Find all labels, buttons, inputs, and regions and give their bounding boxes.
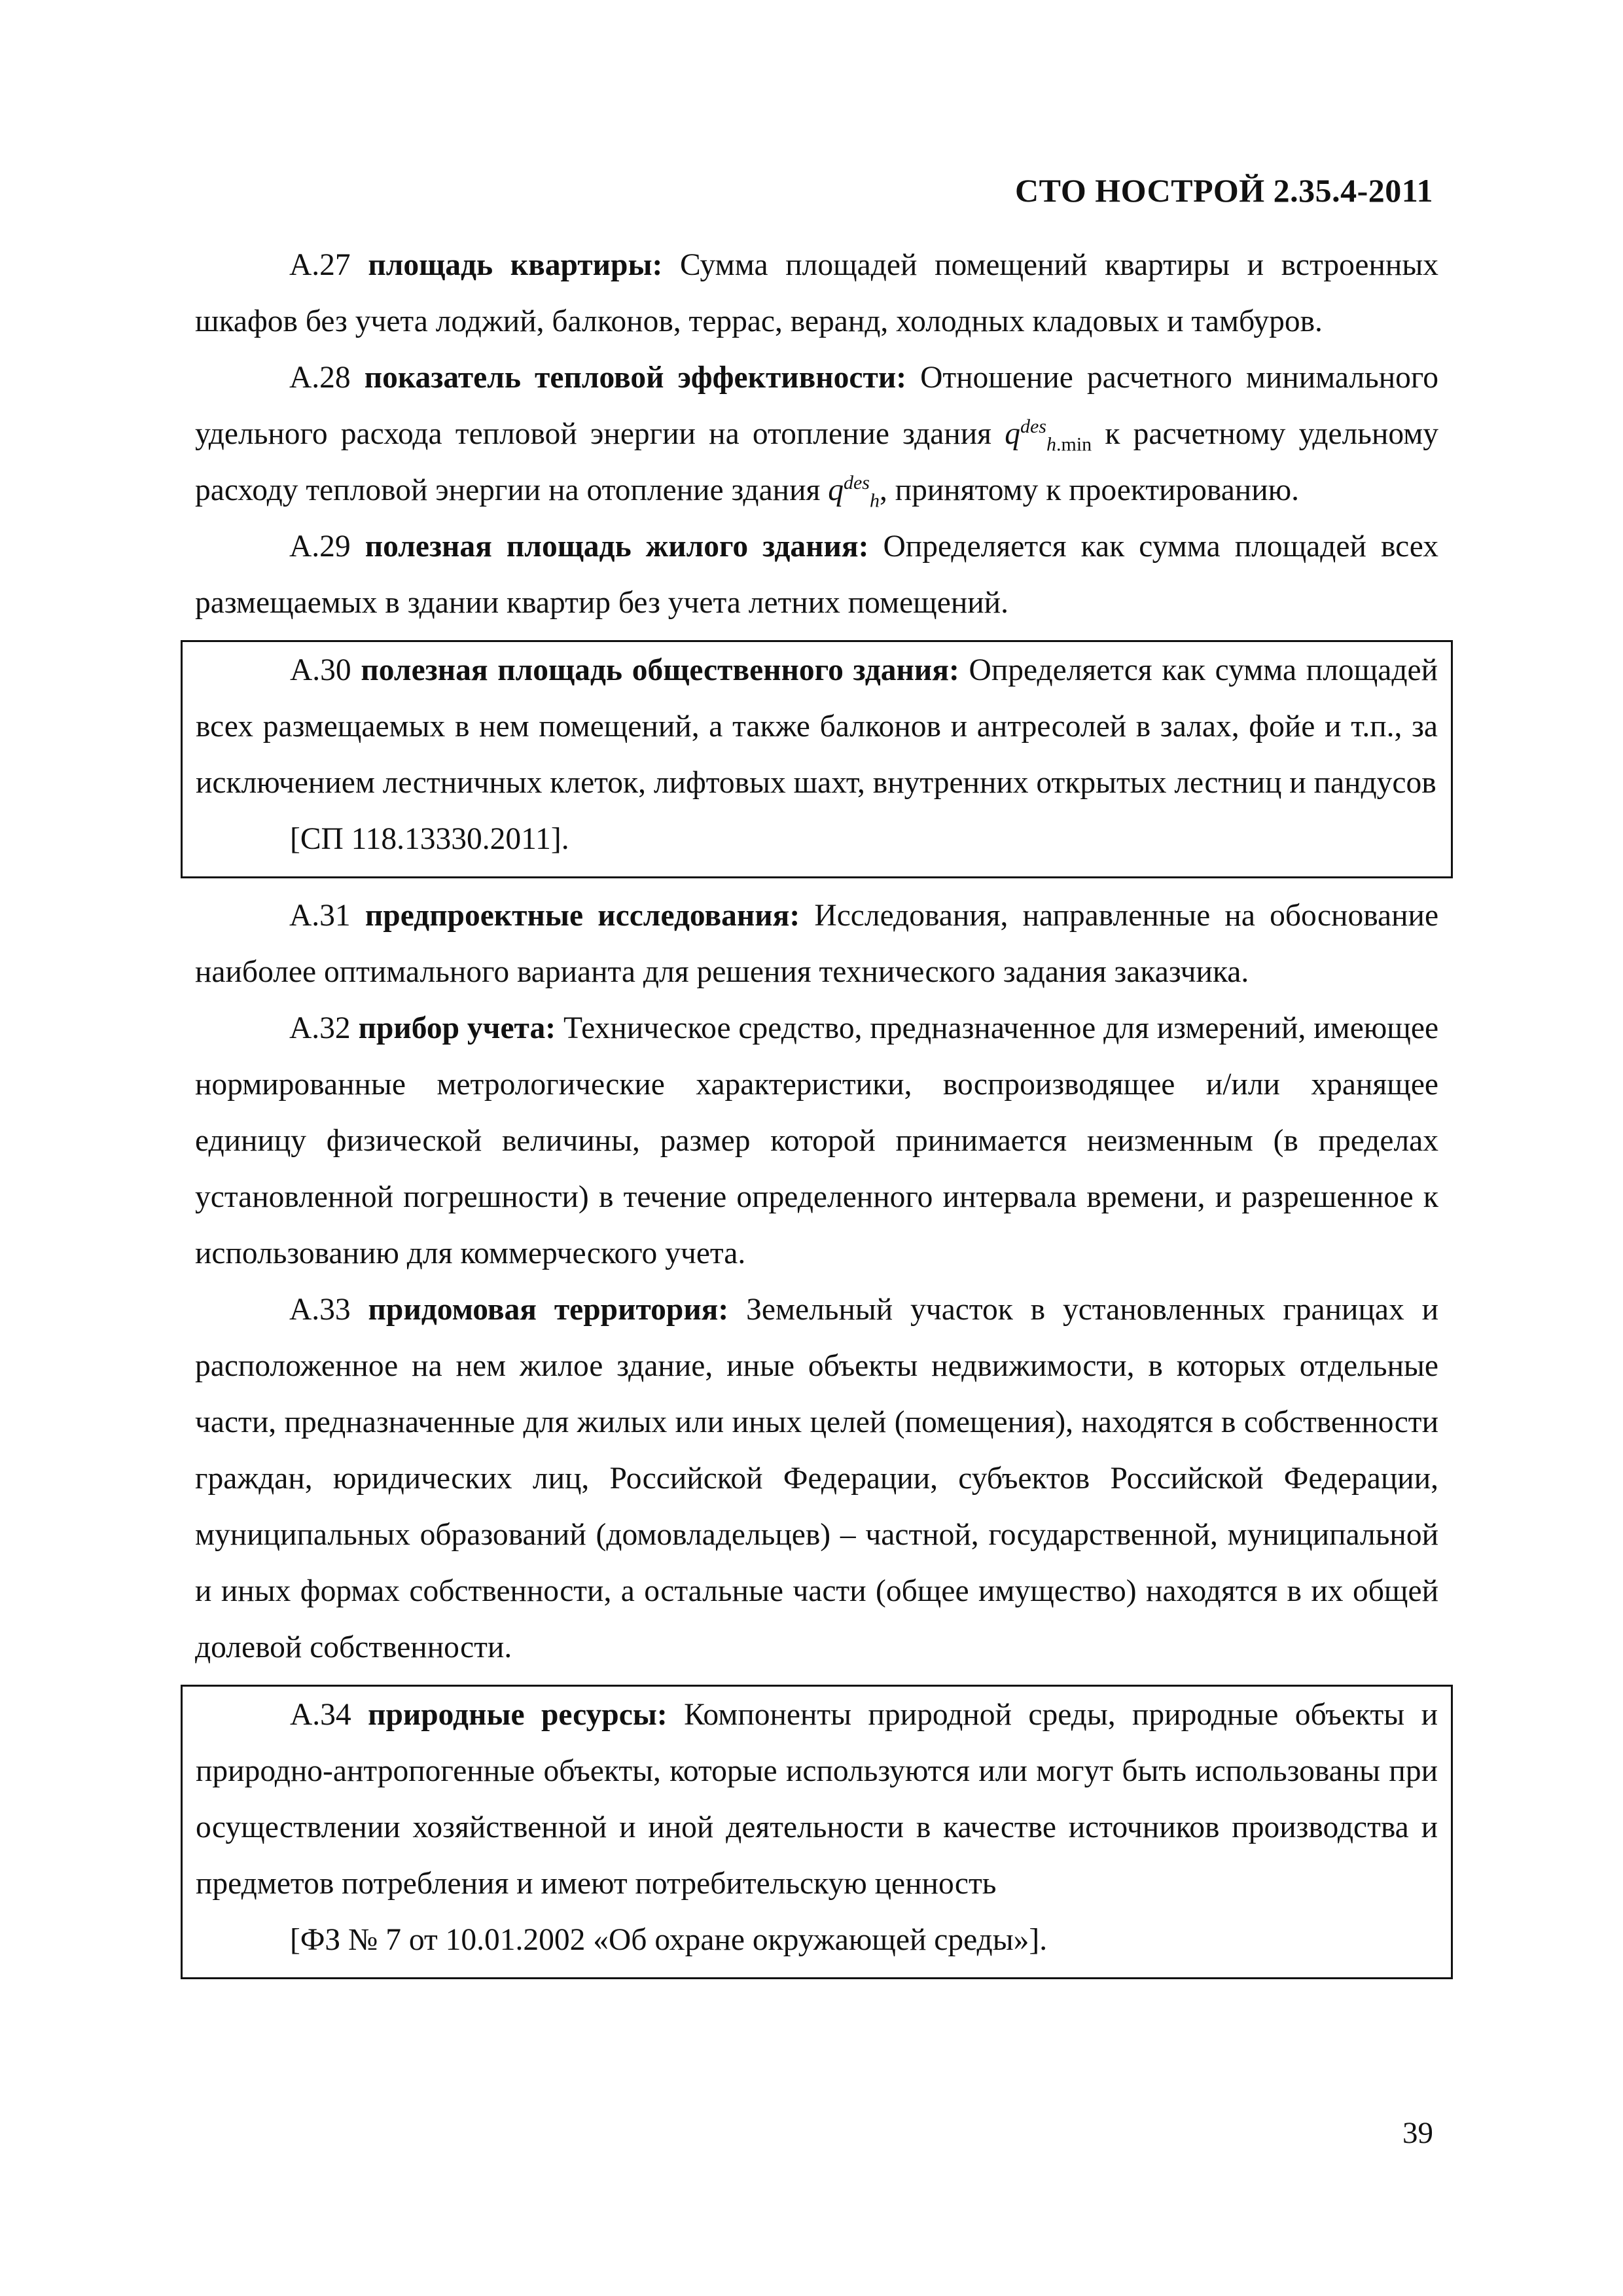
definition-text: Исследования, направленные на обоснование наиболее оптимального варианта для решения технического задания заказчика. [195,899,1439,989]
standard-code-header: СТО НОСТРОЙ 2.35.4-2011 [1015,172,1433,209]
definition-reference: [СП 118.13330.2011]. [290,822,569,856]
page-number: 39 [1402,2116,1433,2150]
definition-a32 [195,1000,1438,1282]
definition-text: Компоненты природной среды, природные объекты и природно-антропогенные объекты, которые используются или могут быть использованы при осуществлении хозяйственной и иной деятельности в качестве источников производства и предметов потребления и имеют потребительскую ценность [196,1698,1438,1901]
definitions-list [195,237,1438,1979]
definition-text: , принятому к проектированию. [879,473,1299,507]
definition-number: А.34 [290,1698,351,1732]
definition-term: прибор учета: [358,1011,556,1045]
definition-number: А.27 [289,248,351,282]
definition-text: к расчетному удельному расходу тепловой энергии на отопление здания [195,417,1439,507]
definition-number: А.31 [289,899,351,933]
definition-text: Определяется как сумма площадей всех размещаемых в здании квартир без учета летних помещений. [195,529,1439,620]
definition-a31 [195,888,1438,1000]
definition-term: полезная площадь жилого здания: [365,529,869,564]
definition-a28 [195,350,1438,518]
boxed-definition-a30 [181,640,1453,878]
definition-text: Земельный участок в установленных границах и расположенное на нем жилое здание, иные объекты недвижимости, в которых отдельные части, предназначенные для жилых или иных целей (помещения), находятся в собственности граждан, юридических лиц, Российской Федерации, субъектов Российской Федерации, муниципальных образований (домовладельцев) – частной, государственной, муниципальной и иных формах собственности, а остальные части (общее имущество) находятся в их общей долевой собственности. [195,1293,1438,1664]
boxed-definition-a34 [181,1685,1453,1979]
definition-term: предпроектные исследования: [365,899,800,933]
definition-term: придомовая территория: [368,1293,729,1327]
definition-term: полезная площадь общественного здания: [361,653,959,687]
definition-term: показатель тепловой эффективности: [364,361,907,395]
definition-number: А.32 [289,1011,351,1045]
definition-a33 [195,1282,1438,1676]
definition-text: Определяется как сумма площадей всех размещаемых в нем помещений, а также балконов и антресолей в залах, фойе и т.п., за исключением лестничных клеток, лифтовых шахт, внутренних открытых лестниц и пандусов [196,653,1438,800]
definition-text: Сумма площадей помещений квартиры и встроенных шкафов без учета лоджий, балконов, террас, веранд, холодных кладовых и тамбуров. [195,248,1438,338]
definition-number: А.28 [289,361,351,395]
definition-text: Отношение расчетного минимального удельного расхода тепловой энергии на отопление здания [195,361,1438,451]
definition-term: природные ресурсы: [368,1698,668,1732]
formula-q-des-h: $q^{des}_h$ [828,472,880,512]
formula-q-des-h-min: $q^{des}_{h.min}$ [1005,416,1092,456]
definition-number: А.30 [290,653,351,687]
definition-a27 [195,237,1438,350]
definition-text: Техническое средство, предназначенное для измерений, имеющее нормированные метрологические характеристики, воспроизводящее и/или хранящее единицу физической величины, размер которой принимается неизменным (в пределах установленной погрешности) в течение определенного интервала времени, и разрешенное к использованию для коммерческого учета. [195,1011,1439,1270]
definition-number: А.33 [289,1293,351,1327]
definition-term: площадь квартиры: [368,248,663,282]
definition-reference: [ФЗ № 7 от 10.01.2002 «Об охране окружающей среды»]. [290,1923,1048,1957]
definition-a30 [196,642,1438,811]
definition-a34 [196,1687,1438,1912]
definition-number: А.29 [289,529,351,564]
definition-a29 [195,518,1438,631]
